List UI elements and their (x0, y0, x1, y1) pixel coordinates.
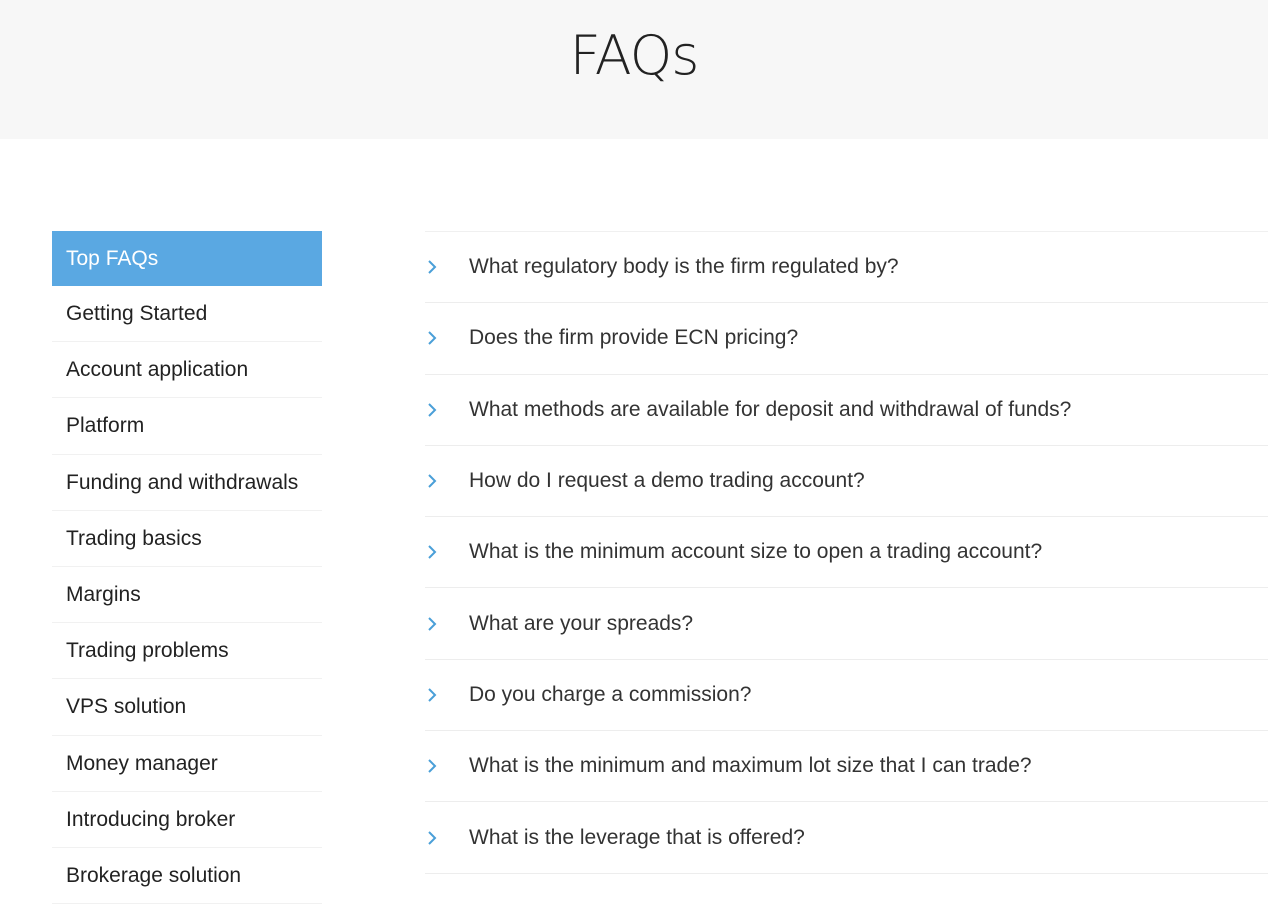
chevron-right-icon (425, 802, 469, 872)
faq-question: What regulatory body is the firm regulated by? (469, 255, 899, 279)
faq-item[interactable] (425, 375, 1268, 446)
sidebar-item-money-manager[interactable]: Money manager (52, 736, 322, 792)
sidebar-item-introducing-broker[interactable]: Introducing broker (52, 792, 322, 848)
chevron-right-icon (425, 375, 469, 445)
sidebar-item-platform[interactable]: Platform (52, 398, 322, 454)
chevron-right-icon (425, 588, 469, 658)
faq-category-sidebar (52, 231, 322, 904)
faq-item[interactable] (425, 303, 1268, 374)
faq-item[interactable] (425, 588, 1268, 659)
faq-item[interactable] (425, 446, 1268, 517)
faq-question: Do you charge a commission? (469, 682, 752, 706)
chevron-right-icon (425, 232, 469, 302)
faq-item[interactable] (425, 802, 1268, 873)
faq-question: What are your spreads? (469, 611, 694, 635)
faq-item[interactable] (425, 517, 1268, 588)
faq-item[interactable] (425, 232, 1268, 303)
chevron-right-icon (425, 660, 469, 730)
faq-question: What is the minimum account size to open a trading account? (469, 540, 1043, 564)
chevron-right-icon (425, 303, 469, 373)
sidebar-item-getting-started[interactable]: Getting Started (52, 286, 322, 342)
faq-question: Does the firm provide ECN pricing? (469, 326, 799, 350)
faq-item[interactable] (425, 731, 1268, 802)
sidebar-item-funding-and-withdrawals[interactable]: Funding and withdrawals (52, 455, 322, 511)
sidebar-item-account-application[interactable]: Account application (52, 342, 322, 398)
sidebar-item-top-faqs[interactable]: Top FAQs (52, 231, 322, 286)
chevron-right-icon (425, 446, 469, 516)
faq-question: How do I request a demo trading account? (469, 469, 865, 493)
faq-question: What is the minimum and maximum lot size that I can trade? (469, 754, 1032, 778)
chevron-right-icon (425, 517, 469, 587)
sidebar-item-margins[interactable]: Margins (52, 567, 322, 623)
faq-question: What methods are available for deposit and withdrawal of funds? (469, 397, 1072, 421)
page-title: FAQs (569, 24, 699, 87)
faq-question: What is the leverage that is offered? (469, 825, 805, 849)
chevron-right-icon (425, 731, 469, 801)
sidebar-item-vps-solution[interactable]: VPS solution (52, 679, 322, 735)
page-header (0, 0, 1268, 139)
sidebar-item-trading-basics[interactable]: Trading basics (52, 511, 322, 567)
faq-item[interactable] (425, 660, 1268, 731)
sidebar-item-trading-problems[interactable]: Trading problems (52, 623, 322, 679)
sidebar-item-brokerage-solution[interactable]: Brokerage solution (52, 848, 322, 904)
faq-list (425, 231, 1268, 874)
